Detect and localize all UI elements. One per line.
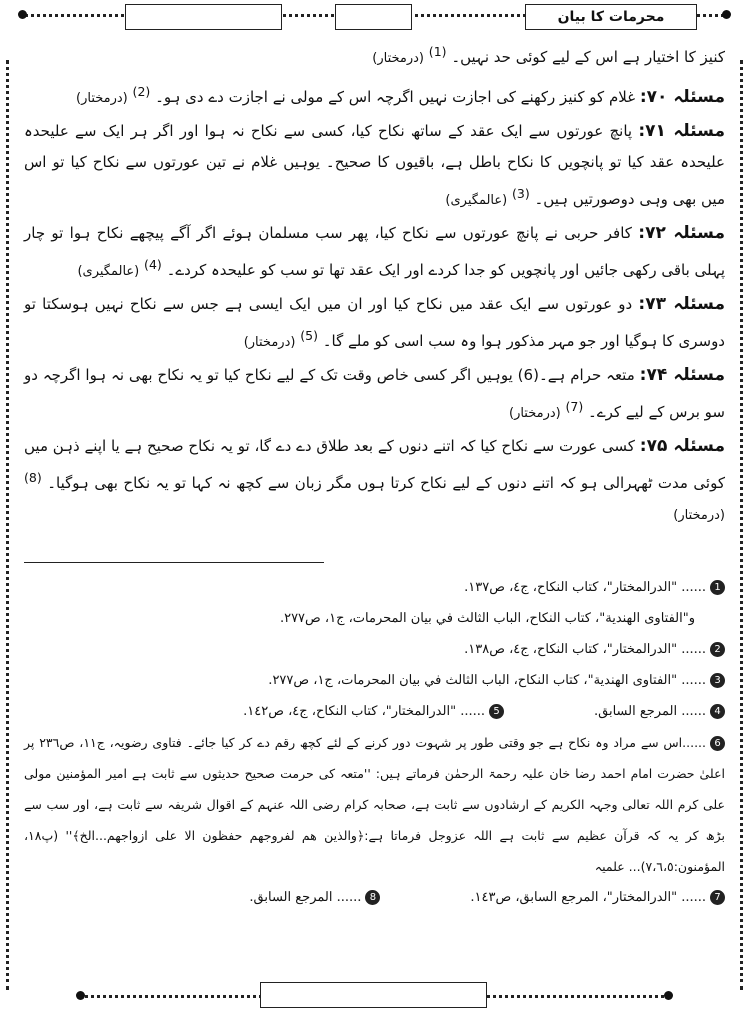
masala-label: مسئلہ ۷۲: xyxy=(638,223,725,243)
footnote-1: 1...... "الدرالمختار"، كتاب النكاح، ج٤، ص١٣٧. xyxy=(24,572,725,603)
book-title-box xyxy=(125,4,282,30)
masala-73: مسئلہ ۷۳: دو عورتوں سے ایک عقد میں نکاح کیا اور ان میں ایک ایسی ہے جس سے نکاح نہیں ہوسکتا تو دوسری کا ہوگیا اور جو مہر مذکور ہوا وہ سب اسی کو ملے گا۔ $^{(5)}$ (درمختار) xyxy=(24,294,725,350)
masala-label: مسئلہ ۷۱: xyxy=(638,121,725,141)
masala-label: مسئلہ ۷۰: xyxy=(639,87,725,107)
masala-label: مسئلہ ۷۵: xyxy=(639,436,725,456)
masala-label: مسئلہ ۷۳: xyxy=(638,294,725,314)
footnote-2: 2...... "الدرالمختار"، كتاب النكاح، ج٤، ص١٣٨. xyxy=(24,634,725,665)
footnote-4: 4...... المرجع السابق. xyxy=(594,696,725,727)
chapter-title: محرمات کا بیان xyxy=(557,9,665,25)
footnote-number: 2 xyxy=(710,642,725,657)
footnote-6: 6......اس سے مراد وہ نکاح ہے جو وقتی طور پر شہوت دور کرنے کے لئے کچھ رقم دے کر کیا جائے۔ فتاوی رضویہ، ج١١، ص٢٣٦ پر اعلیٰ حضرت امام احمد رضا خان علیہ رحمۃ الرحمٰن فرماتے ہیں: ''متعہ کی حرمت صحیح حدیثوں سے ثابت ہے امیر المؤمنین مولی علی کرم اللہ تعالی وجہہ الکریم کے ارشادوں سے ثابت ہے، صحابہ کرام رضی اللہ عنہم کے اقوال شریفہ سے ثابت ہے، اور سب سے بڑھ کر یہ کہ قرآن عظیم سے ثابت ہے اللہ عزوجل فرماتا ہے:﴿والذين هم لفروجهم حفظون الا على ازواجهم...الخ﴾'' (پ١٨، المؤمنون:٧،٦،٥)... علمیہ xyxy=(24,735,725,874)
footer-box xyxy=(260,982,487,1008)
footnote-row-4-5 xyxy=(24,696,725,727)
footnote-number: 6 xyxy=(710,736,725,751)
masala-70: مسئلہ ۷۰: غلام کو کنیز رکھنے کی اجازت نہیں اگرچہ اس کے مولی نے اجازت دے دی ہو۔ $^{(2)}$ (درمختار) xyxy=(76,84,725,107)
footnote-8: 8...... المرجع السابق. xyxy=(249,882,380,913)
chapter-title-box xyxy=(525,4,697,30)
footnote-separator xyxy=(24,562,324,563)
footnote-row-7-8 xyxy=(24,882,725,913)
header-left-dot xyxy=(18,10,27,19)
footnotes xyxy=(24,572,725,913)
header-right-dot xyxy=(722,10,731,19)
footnote-number: 3 xyxy=(710,673,725,688)
main-text xyxy=(24,36,725,533)
masala-74: مسئلہ ۷۴: متعہ حرام ہے۔(6) یوہیں اگر کسی خاص وقت تک کے لیے نکاح کیا تو یہ نکاح بھی نہ ہوا اگرچہ دو سو برس کے لیے کرے۔ $^{(7)}$ (درمختار) xyxy=(24,365,725,421)
footnote-number: 1 xyxy=(710,580,725,595)
masala-72: مسئلہ ۷۲: کافر حربی نے پانچ عورتوں سے نکاح کیا، پھر سب مسلمان ہوئے اگر آگے پیچھے نکاح ہوا تو چار پہلی باقی رکھی جائیں اور پانچویں کو جدا کردے اور ایک عقد تھا تو سب کو علیحدہ کردے۔ $^{(4)}$ (عالمگیری) xyxy=(24,223,725,279)
left-side-rule xyxy=(6,60,9,990)
masala-71: مسئلہ ۷۱: پانچ عورتوں سے ایک عقد کے ساتھ نکاح کیا، کسی سے نکاح نہ ہوا اور اگر ہر ایک سے علیحدہ علیحدہ عقد کیا تو پانچویں کا نکاح باطل ہے، باقیوں کا صحیح۔ یوہیں غلام نے تین عورتوں سے نکاح کیا تو اس میں بھی وہی دوصورتیں ہیں۔ $^{(3)}$ (عالمگیری) xyxy=(24,121,725,208)
footnote-3: 3...... "الفتاوى الهندية"، كتاب النكاح، الباب الثالث في بيان المحرمات، ج١، ص٢٧٧. xyxy=(24,665,725,696)
page-number-box xyxy=(335,4,412,30)
footer-right-dot xyxy=(664,991,673,1000)
masala-75: مسئلہ ۷۵: کسی عورت سے نکاح کیا کہ اتنے دنوں کے بعد طلاق دے دے گا، تو یہ نکاح صحیح ہے یا اپنے ذہن میں کوئی مدت ٹھہرالی ہو کہ اتنے دنوں کے لیے نکاح کرتا ہوں مگر زبان سے کچھ نہ کہا تو یہ نکاح بھی ہوگیا۔ $^{(8)}$ (درمختار) xyxy=(24,436,725,523)
footnote-7: 7...... "الدرالمختار"، المرجع السابق، ص١٤٣. xyxy=(470,882,725,913)
footnote-1-cont: و"الفتاوى الهندية"، كتاب النكاح، الباب الثالث في بيان المحرمات، ج١، ص٢٧٧. xyxy=(279,611,695,626)
right-side-rule xyxy=(740,60,743,990)
masala-label: مسئلہ ۷۴: xyxy=(639,365,725,385)
footnote-5: 5...... "الدرالمختار"، كتاب النكاح، ج٤، ص١٤٢. xyxy=(243,696,504,727)
footer-left-dot xyxy=(76,991,85,1000)
paragraph-intro: کنیز کا اختیار ہے اس کے لیے کوئی حد نہیں۔ $^{(1)}$ (درمختار) xyxy=(372,44,725,66)
